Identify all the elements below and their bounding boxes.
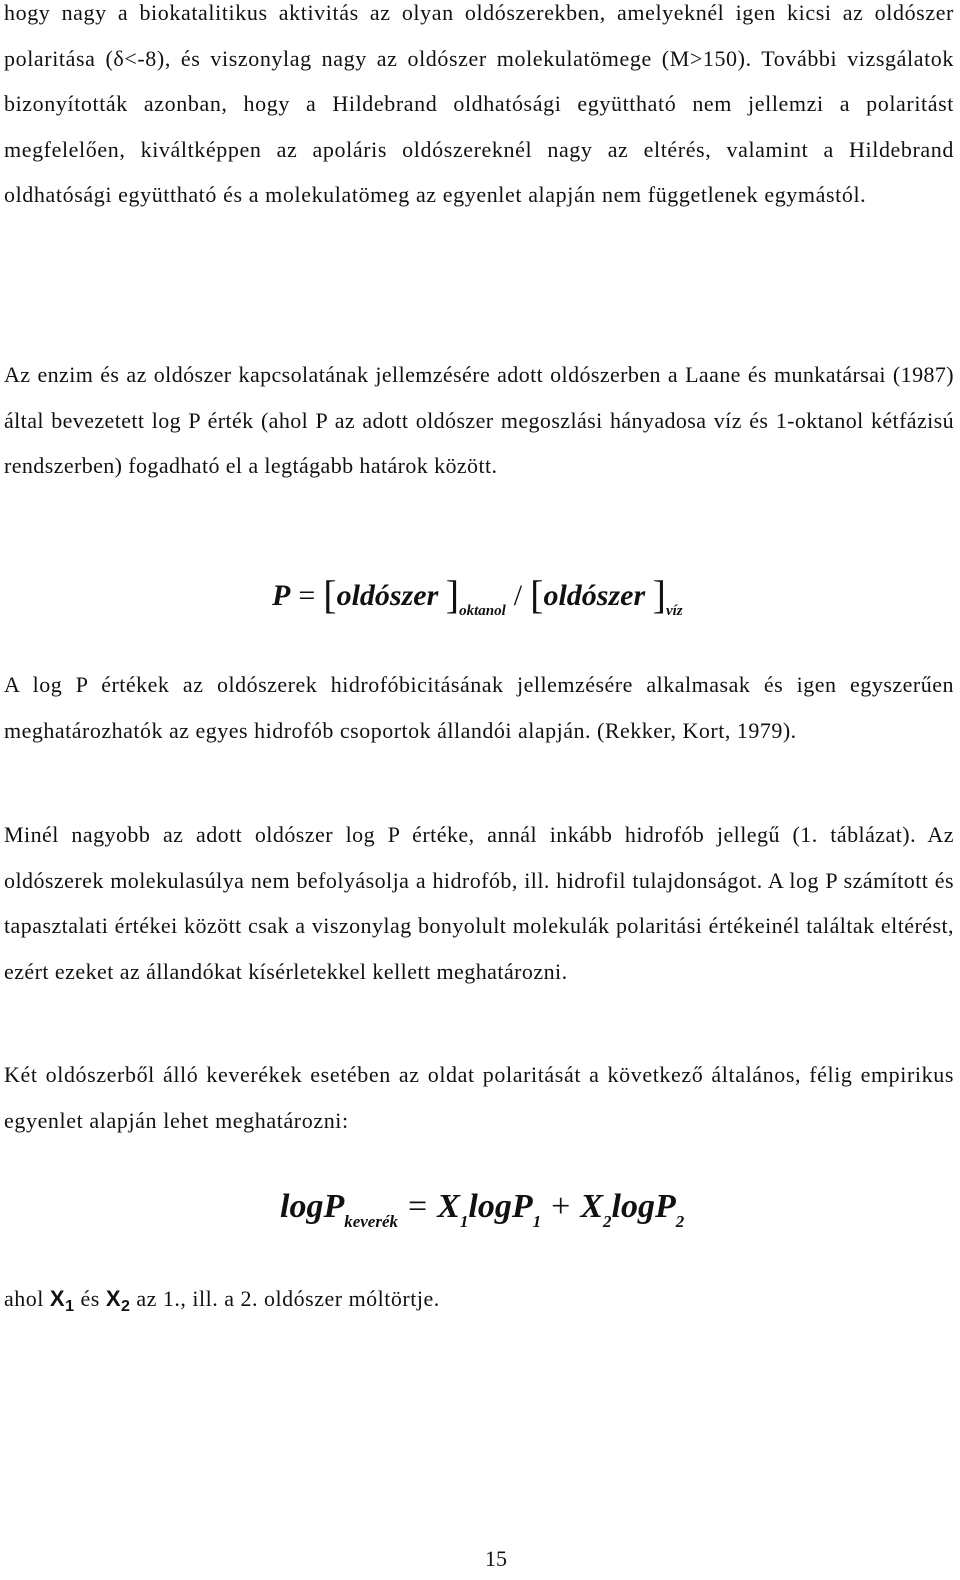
page-number: 15 [485, 1546, 507, 1571]
p6-suffix: az 1., ill. a 2. oldószer móltörtje. [136, 1286, 440, 1311]
eq1-open-bracket-1: [ [323, 572, 337, 617]
eq1-lhs: P [272, 579, 291, 612]
eq1-close-bracket-1: ] [445, 572, 460, 617]
eq2-term-2-subscript: 2 [675, 1212, 685, 1231]
eq1-close-bracket-2: ] [652, 572, 666, 617]
eq2-x1-subscript: 1 [459, 1212, 469, 1231]
eq2-lhs: logP [280, 1188, 345, 1225]
paragraph-hildebrand: hogy nagy a biokatalitikus aktivitás az olyan oldószerekben, amelyeknél igen kicsi az oldószer polaritása (δ<-8), és viszonylag nagy az oldószer molekulatömege (M>150). További vizsgálatok bizonyították azonban, hogy a Hildebrand oldhatósági együttható nem jellemzi a polaritást megfelelően, kiváltképpen az apoláris oldószereknél nagy az eltérés, valamint a Hildebrand oldhatósági együttható és a molekulatömeg az egyenlet alapján nem függetlenek egymástól. [4, 0, 954, 207]
eq2-x2: X [580, 1188, 603, 1225]
eq2-plus: + [551, 1188, 571, 1225]
equation-mixture-polarity [280, 1180, 684, 1249]
paragraph-log-p-definition: Az enzim és az oldószer kapcsolatának jellemzésére adott oldószerben a Laane és munkatársai (1987) által bevezetett log P érték (ahol P az adott oldószer megoszlási hányadosa víz és 1-oktanol kétfázisú rendszerben) fogadható el a legtágabb határok között. [4, 362, 954, 478]
equation-partition-coefficient [272, 570, 683, 636]
p6-and: és [80, 1286, 100, 1311]
eq1-divide: / [513, 579, 523, 612]
eq2-x1: X [437, 1188, 460, 1225]
paragraph-mixture-intro: Két oldószerből álló keverékek esetében az oldat polaritását a következő általános, félig empirikus egyenlet alapján lehet meghatározni: [4, 1062, 954, 1133]
paragraph-log-p-values: Minél nagyobb az adott oldószer log P értéke, annál inkább hidrofób jellegű (1. táblázat). Az oldószerek molekulasúlya nem befolyásolja a hidrofób, ill. hidrofil tulajdonságot. A log P számított és tapasztalati értékei között csak a viszonylag bonyolult molekulák polaritási értékeinél találtak eltérést, ezért ezeket az állandókat kísérletekkel kellett meghatározni. [4, 822, 954, 984]
paragraph-mole-fractions [4, 1276, 954, 1330]
p6-x2-subscript: 2 [121, 1298, 131, 1315]
eq2-lhs-subscript: keverék [344, 1212, 399, 1231]
p6-x2-letter: X [105, 1286, 121, 1311]
eq1-term-1: oldószer [336, 579, 439, 612]
eq1-subscript-viz: víz [665, 603, 683, 619]
eq1-open-bracket-2: [ [530, 572, 544, 617]
p6-x1-letter: X [49, 1286, 66, 1311]
eq2-equals: = [408, 1188, 428, 1225]
eq2-term-1: logP [468, 1188, 533, 1225]
eq2-term-2: logP [611, 1188, 676, 1225]
eq2-x2-subscript: 2 [603, 1212, 612, 1231]
paragraph-hydrophobicity: A log P értékek az oldószerek hidrofóbicitásának jellemzésére alkalmasak és igen egyszerűen meghatározhatók az egyes hidrofób csoportok állandói alapján. (Rekker, Kort, 1979). [4, 672, 954, 743]
p6-prefix: ahol [4, 1286, 44, 1311]
p6-x1 [49, 1286, 75, 1315]
eq2-term-1-subscript: 1 [532, 1212, 542, 1231]
eq1-term-2: oldószer [543, 579, 646, 612]
p6-x2 [105, 1286, 131, 1315]
eq1-equals: = [298, 579, 316, 612]
eq1-subscript-oktanol: oktanol [459, 603, 506, 619]
p6-x1-subscript: 1 [65, 1298, 75, 1315]
